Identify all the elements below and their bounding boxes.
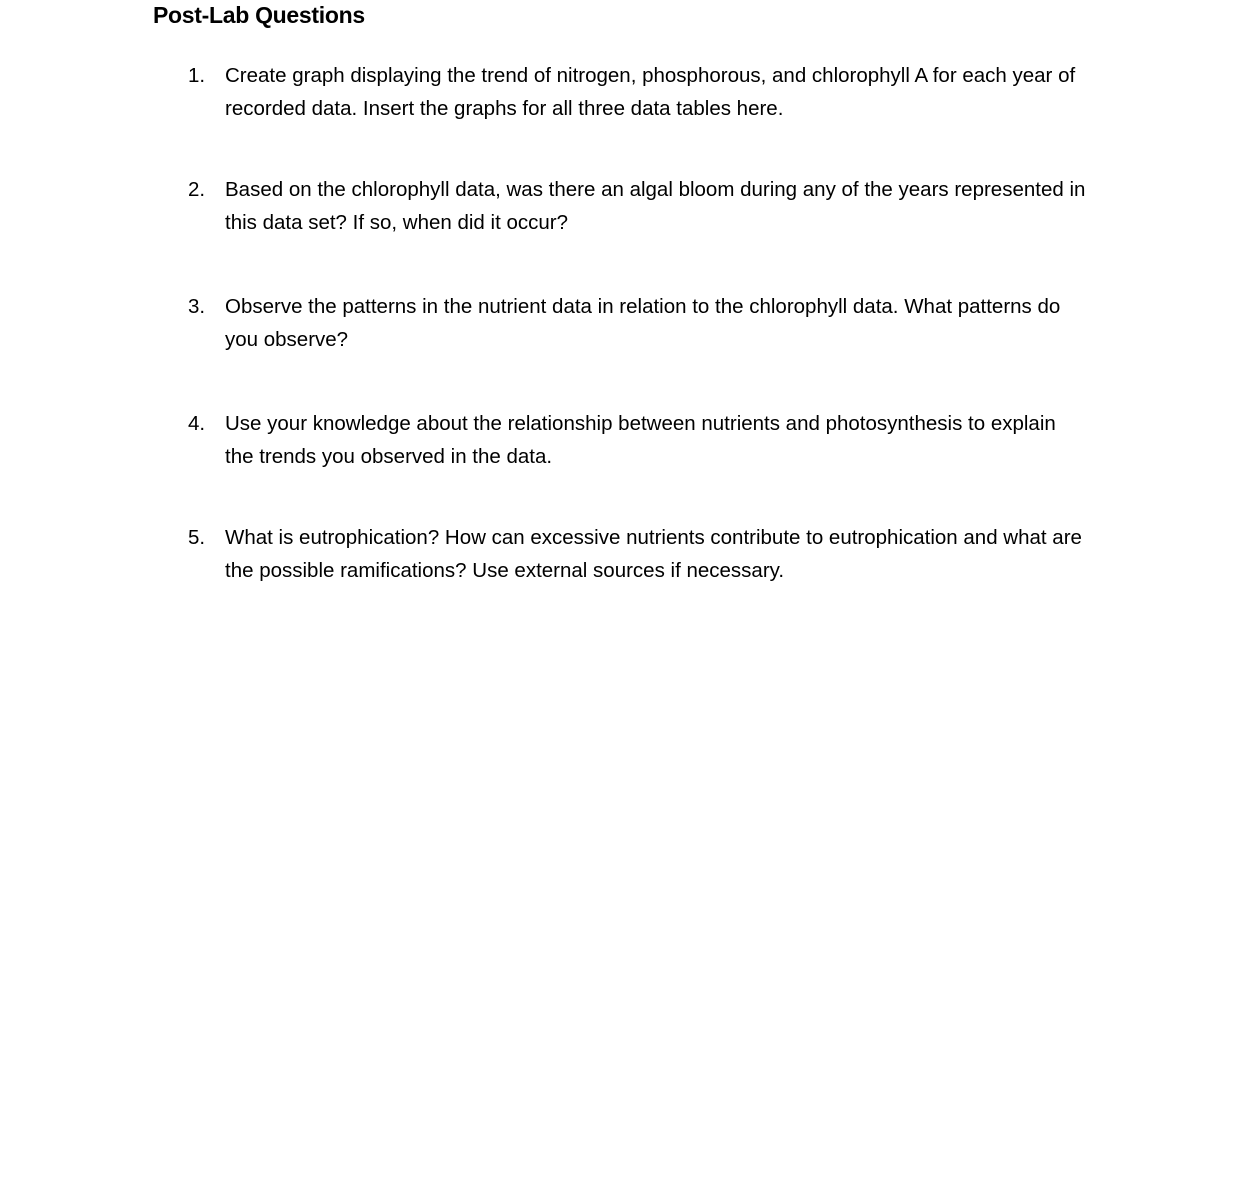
question-text: Based on the chlorophyll data, was there an algal bloom during any of the years represented in this data set? If so, when did it occur?: [225, 178, 1086, 234]
question-number: 1.: [188, 64, 206, 87]
question-item: [188, 521, 1088, 587]
question-text: Observe the patterns in the nutrient data in relation to the chlorophyll data. What patterns do you observe?: [225, 295, 1061, 351]
question-item: [188, 407, 1088, 473]
question-number: 3.: [188, 295, 206, 318]
question-number: 2.: [188, 178, 206, 201]
question-text: What is eutrophication? How can excessive nutrients contribute to eutrophication and what are the possible ramifications? Use external sources if necessary.: [225, 526, 1082, 582]
question-item: [188, 59, 1088, 125]
question-number: 5.: [188, 526, 206, 549]
question-item: [188, 290, 1088, 356]
page-title: Post-Lab Questions: [153, 2, 365, 28]
question-item: [188, 173, 1088, 239]
question-text: Create graph displaying the trend of nitrogen, phosphorous, and chlorophyll A for each year of recorded data. Insert the graphs for all three data tables here.: [225, 64, 1076, 120]
question-text: Use your knowledge about the relationship between nutrients and photosynthesis to explain the trends you observed in the data.: [225, 412, 1056, 468]
question-number: 4.: [188, 412, 206, 435]
